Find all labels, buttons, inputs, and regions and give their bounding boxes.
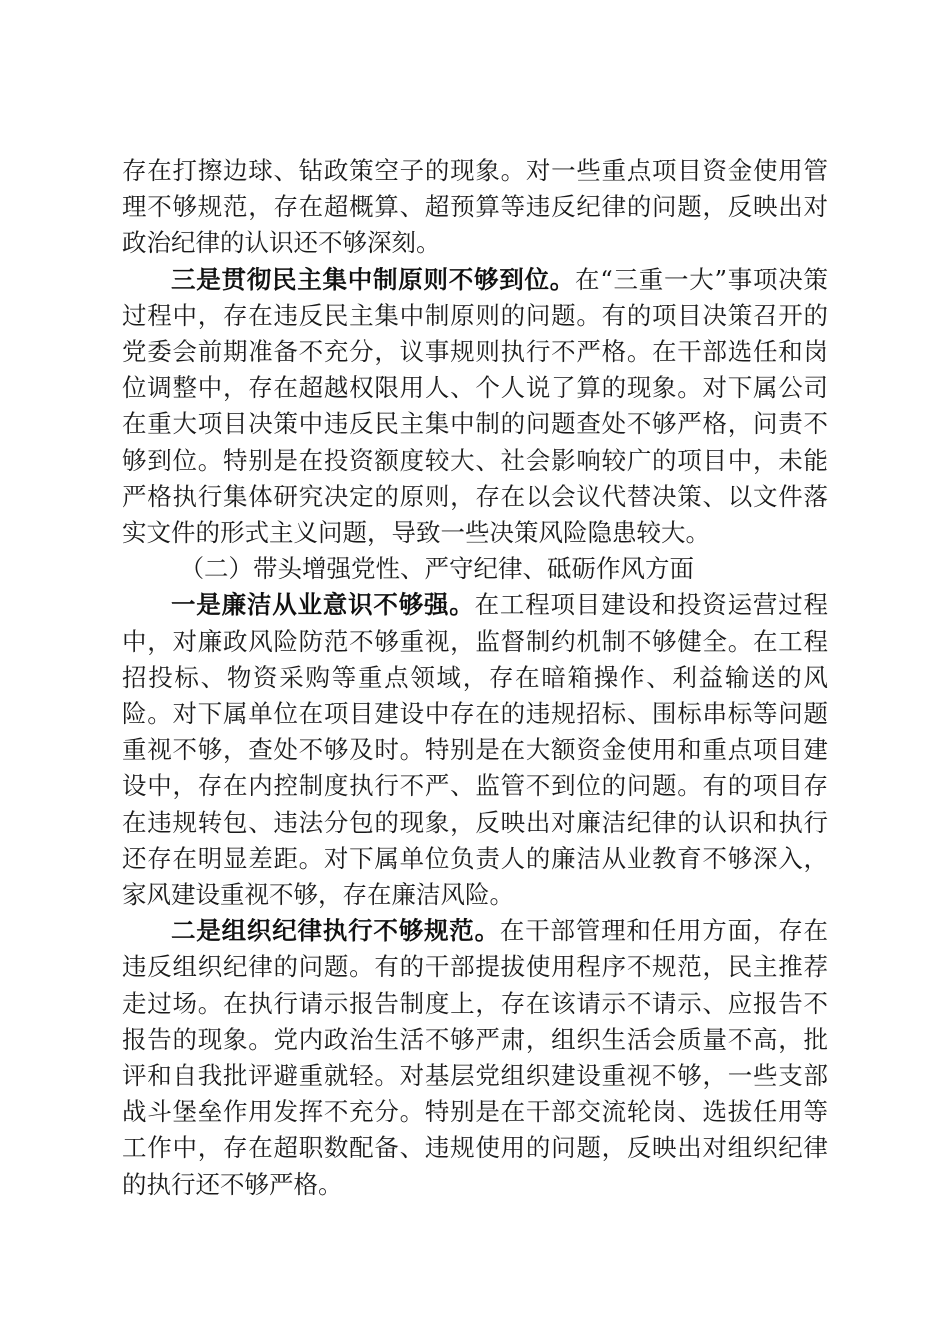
section-heading-text: （二）带头增强党性、严守纪律、砥砺作风方面 <box>179 554 695 584</box>
paragraph-lead-heading: 三是贯彻民主集中制原则不够到位。 <box>171 264 575 294</box>
paragraph-text: 在“三重一大”事项决策过程中，存在违反民主集中制原则的问题。有的项目决策召开的党委会前期准备不充分，议事规则执行不严格。在干部选任和岗位调整中，存在超越权限用人、个人说了算的现象。对下属公司在重大项目决策中违反民主集中制的问题查处不够严格，问责不够到位。特别是在投资额度较大、社会影响较广的项目中，未能严格执行集体研究决定的原则，存在以会议代替决策、以文件落实文件的形式主义问题，导致一些决策风险隐患较大。 <box>122 264 828 548</box>
paragraph-lead-heading: 二是组织纪律执行不够规范。 <box>171 916 500 946</box>
paragraph-text: 在工程项目建设和投资运营过程中，对廉政风险防范不够重视，监督制约机制不够健全。在工程招投标、物资采购等重点领域，存在暗箱操作、利益输送的风险。对下属单位在项目建设中存在的违规招标、围标串标等问题重视不够，查处不够及时。特别是在大额资金使用和重点项目建设中，存在内控制度执行不严、监管不到位的问题。有的项目存在违规转包、违法分包的现象，反映出对廉洁纪律的认识和执行还存在明显差距。对下属单位负责人的廉洁从业教育不够深入，家风建设重视不够，存在廉洁风险。 <box>122 590 829 910</box>
paragraph-democratic-centralism <box>122 262 828 552</box>
paragraph-integrity-awareness <box>122 587 828 913</box>
document-page <box>122 153 828 1203</box>
section-heading <box>122 551 828 587</box>
paragraph-text: 存在打擦边球、钻政策空子的现象。对一些重点项目资金使用管理不够规范，存在超概算、超预算等违反纪律的问题，反映出对政治纪律的认识还不够深刻。 <box>122 156 828 258</box>
paragraph-continuation <box>122 153 828 262</box>
paragraph-lead-heading: 一是廉洁从业意识不够强。 <box>171 590 475 620</box>
paragraph-organizational-discipline <box>122 913 828 1203</box>
paragraph-text: 在干部管理和任用方面，存在违反组织纪律的问题。有的干部提拔使用程序不规范，民主推荐走过场。在执行请示报告制度上，存在该请示不请示、应报告不报告的现象。党内政治生活不够严肃，组织生活会质量不高，批评和自我批评避重就轻。对基层党组织建设重视不够，一些支部战斗堡垒作用发挥不充分。特别是在干部交流轮岗、选拔任用等工作中，存在超职数配备、违规使用的问题，反映出对组织纪律的执行还不够严格。 <box>122 916 829 1199</box>
